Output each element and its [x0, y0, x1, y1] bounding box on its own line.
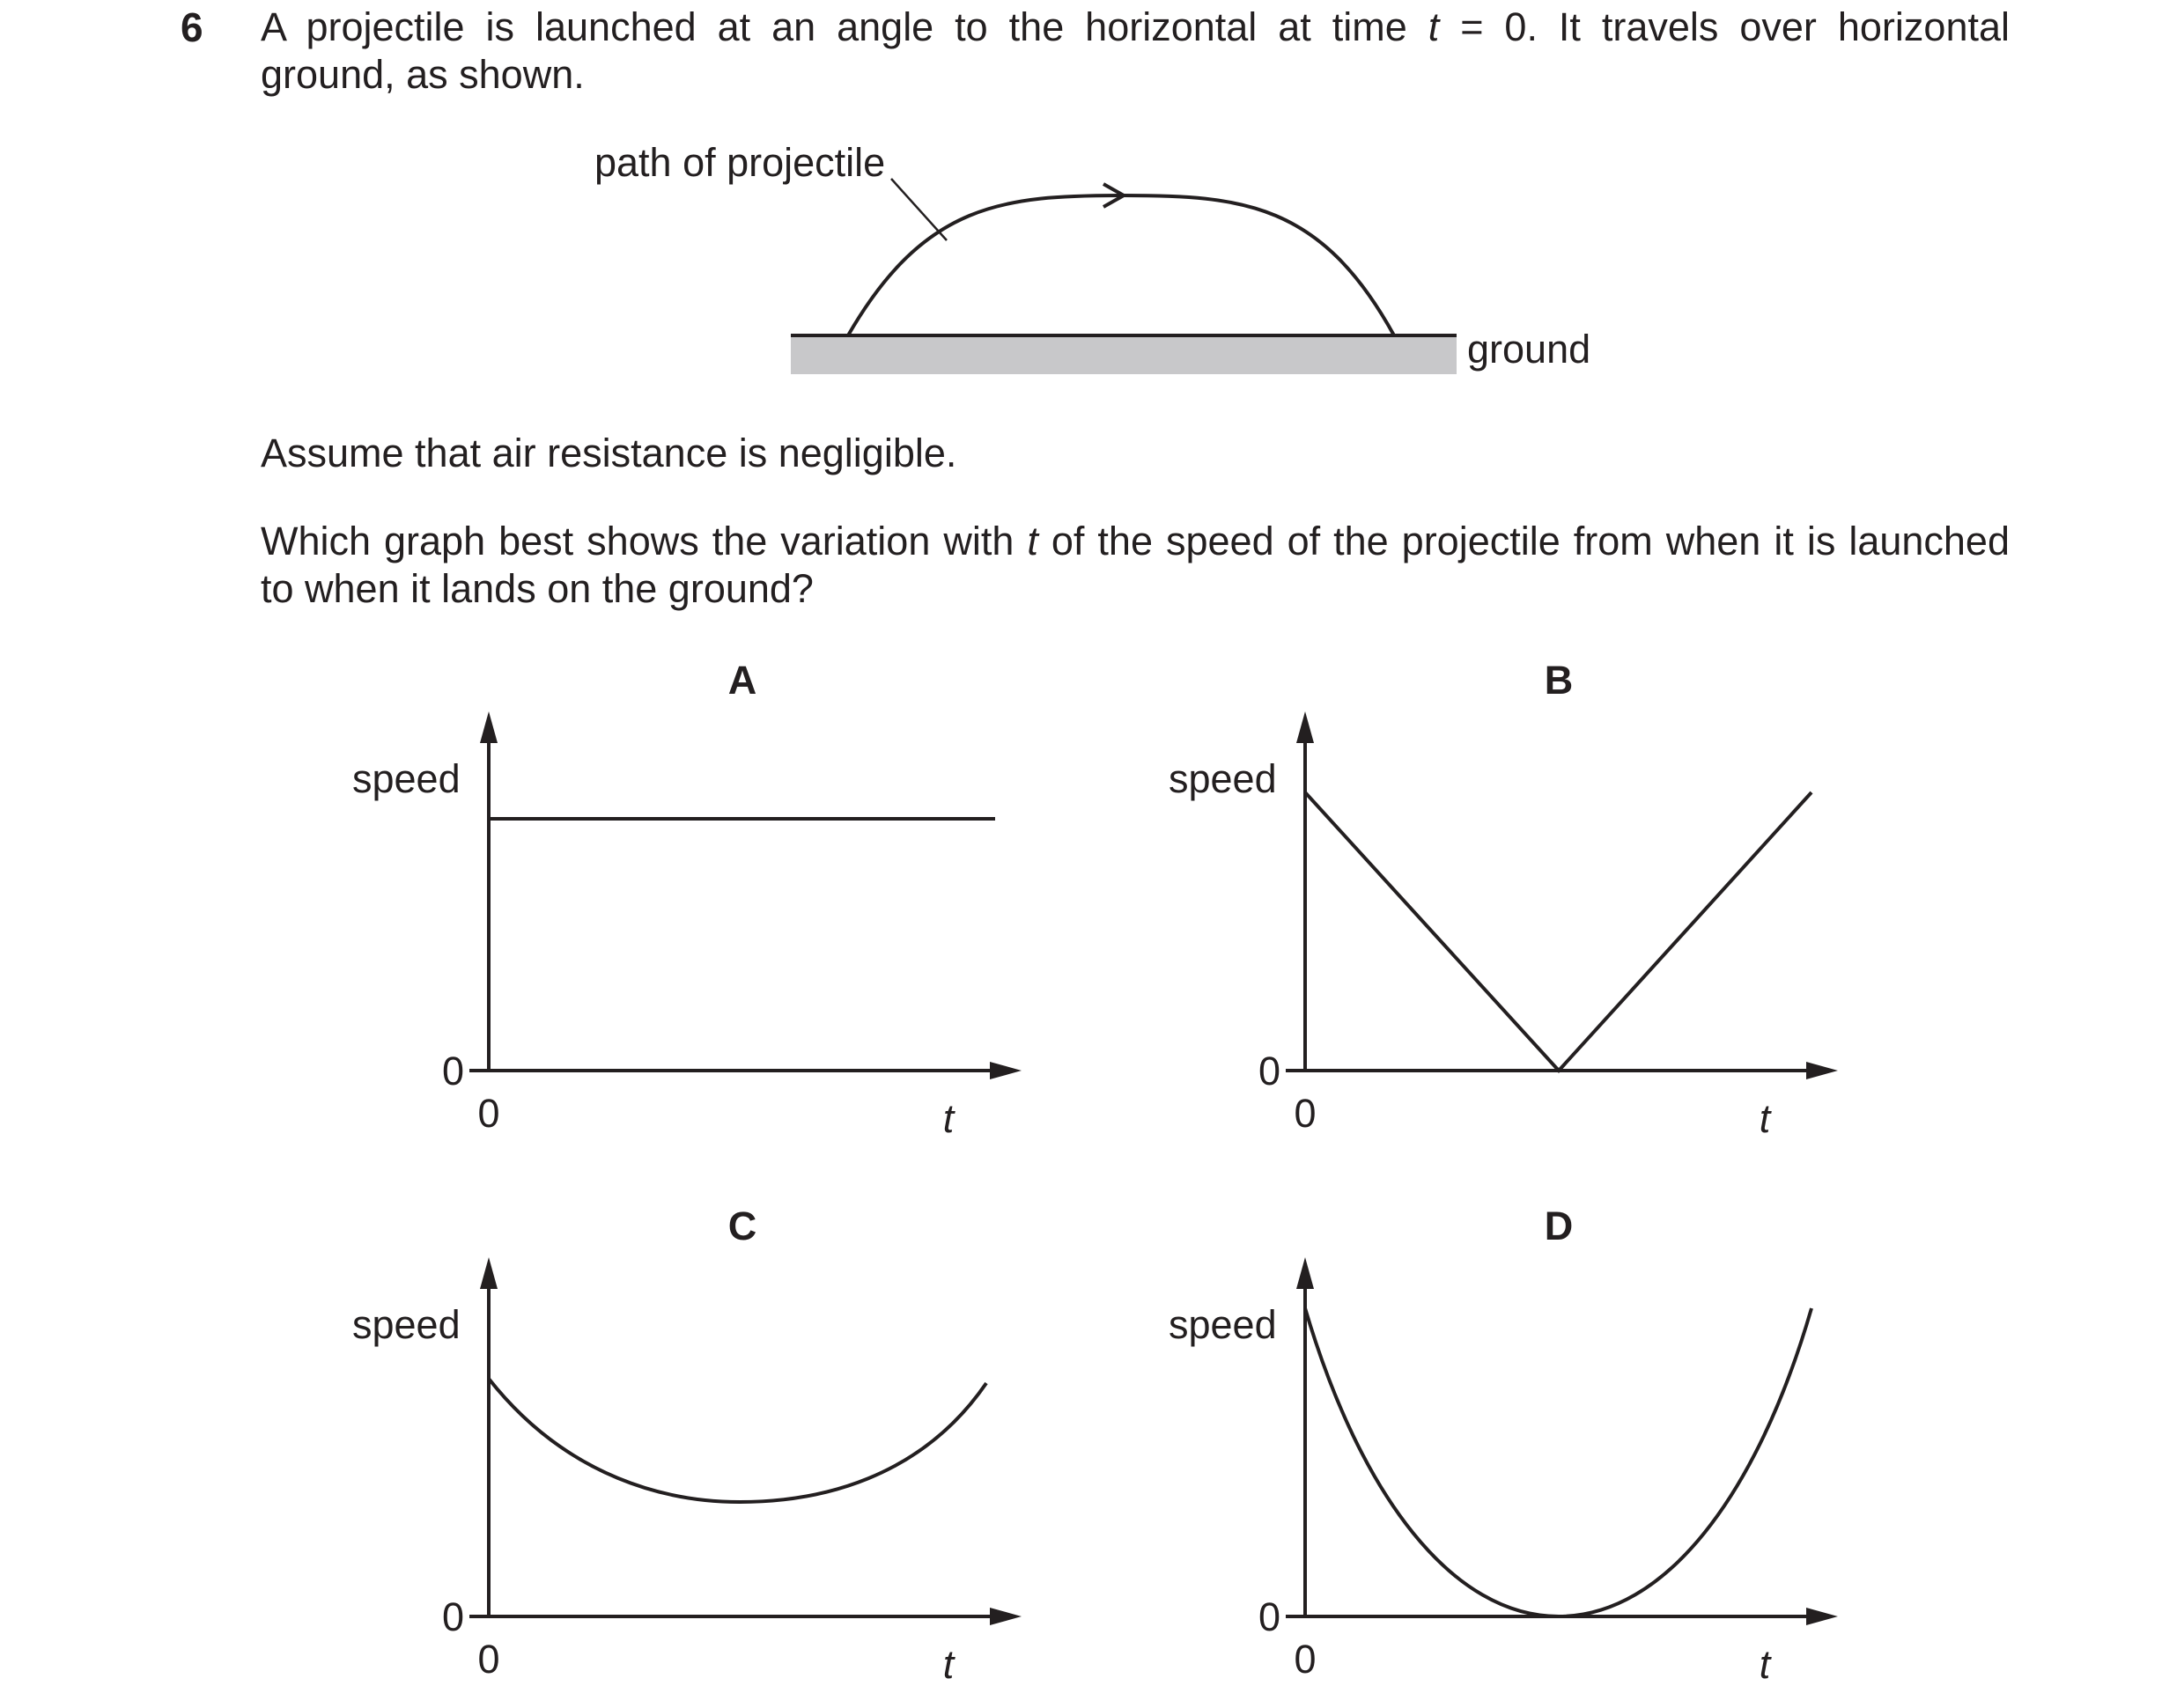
y-axis-label: speed	[352, 1302, 461, 1347]
y-axis-arrow-icon	[480, 711, 498, 743]
y-axis-label: speed	[352, 756, 461, 801]
y-origin-label: 0	[441, 1049, 464, 1093]
y-axis-label: speed	[1169, 756, 1277, 801]
x-axis-arrow-icon	[1806, 1608, 1838, 1625]
x-axis-label: t	[942, 1642, 955, 1687]
option-letter: A	[727, 658, 757, 703]
speed-curve	[489, 1379, 986, 1502]
y-origin-label: 0	[441, 1594, 464, 1639]
question-number: 6	[181, 4, 203, 50]
x-origin-label: 0	[477, 1091, 500, 1136]
stem-line-2: ground, as shown.	[261, 52, 585, 97]
y-axis-arrow-icon	[1296, 711, 1314, 743]
x-axis-label: t	[942, 1096, 955, 1141]
y-origin-label: 0	[1258, 1594, 1280, 1639]
path-label: path of projectile	[594, 140, 886, 185]
x-axis-arrow-icon	[990, 1062, 1022, 1079]
option-letter: D	[1544, 1204, 1574, 1248]
x-origin-label: 0	[477, 1637, 500, 1682]
x-axis-label: t	[1759, 1642, 1771, 1687]
x-axis-arrow-icon	[990, 1608, 1022, 1625]
speed-curve	[1305, 1308, 1811, 1616]
option-letter: C	[727, 1204, 757, 1248]
option-letter: B	[1544, 658, 1574, 703]
graph-b	[1169, 658, 1838, 1141]
x-origin-label: 0	[1294, 1637, 1317, 1682]
prompt-line-2: to when it lands on the ground?	[261, 566, 814, 611]
x-axis-label: t	[1759, 1096, 1771, 1141]
stem-line-1: A projectile is launched at an angle to the horizontal at time t = 0. It travels over horizontal	[261, 4, 2010, 49]
speed-curve	[1305, 792, 1811, 1071]
y-axis-arrow-icon	[480, 1257, 498, 1289]
x-origin-label: 0	[1294, 1091, 1317, 1136]
ground-strip	[791, 336, 1457, 374]
graph-c	[352, 1204, 1022, 1687]
projectile-path	[848, 195, 1394, 335]
x-axis-arrow-icon	[1806, 1062, 1838, 1079]
ground-label: ground	[1467, 327, 1591, 372]
y-axis-arrow-icon	[1296, 1257, 1314, 1289]
y-axis-label: speed	[1169, 1302, 1277, 1347]
prompt-line-1: Which graph best shows the variation with t of the speed of the projectile from when it is launched	[261, 519, 2010, 563]
projectile-diagram	[594, 140, 1590, 374]
graph-d	[1169, 1204, 1838, 1687]
y-origin-label: 0	[1258, 1049, 1280, 1093]
assumption-text: Assume that air resistance is negligible.	[261, 431, 957, 475]
path-label-leader	[891, 179, 947, 240]
graph-a	[352, 658, 1022, 1141]
